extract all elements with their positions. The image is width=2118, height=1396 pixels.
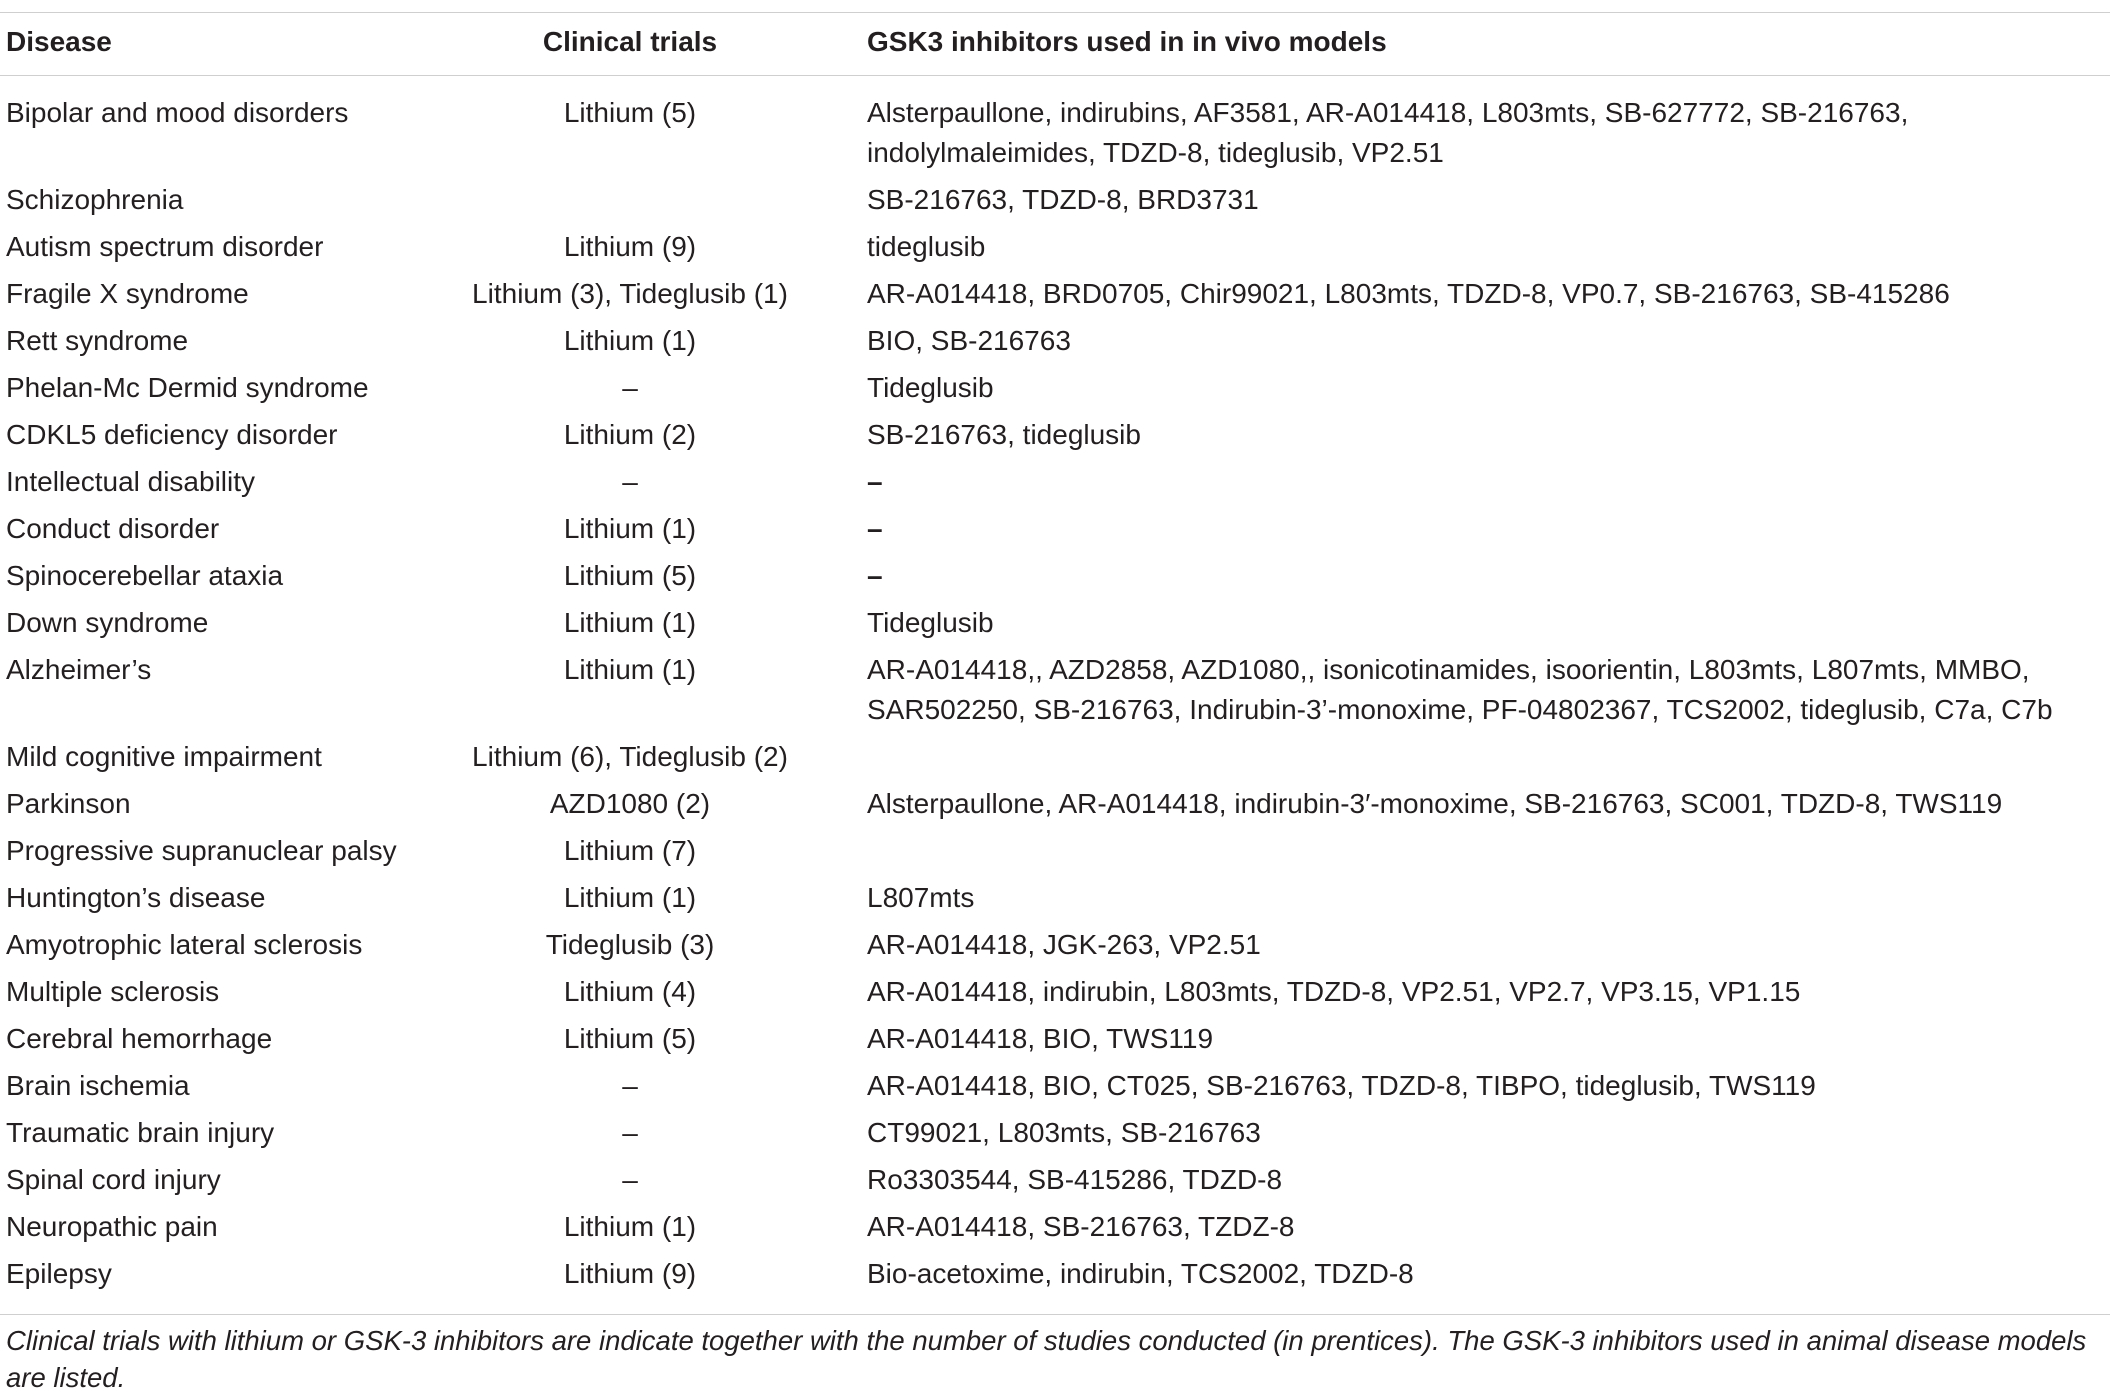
cell-clinical-trials: Lithium (1) xyxy=(563,607,697,638)
cell-clinical-trials: Lithium (5) xyxy=(563,560,697,591)
table-row xyxy=(0,737,2110,784)
cell-clinical-trials: Lithium (1) xyxy=(563,325,697,356)
cell-disease: Amyotrophic lateral sclerosis xyxy=(6,929,363,960)
cell-inhibitors: – xyxy=(867,513,883,544)
cell-inhibitors: Bio-acetoxime, indirubin, TCS2002, TDZD-8 xyxy=(867,1258,1414,1289)
cell-clinical-trials: Lithium (6), Tideglusib (2) xyxy=(472,741,788,772)
cell-disease: Multiple sclerosis xyxy=(6,976,220,1007)
table-row xyxy=(0,1254,2110,1301)
cell-clinical-trials: Lithium (2) xyxy=(563,419,697,450)
cell-inhibitors: BIO, SB-216763 xyxy=(867,325,1071,356)
table-row xyxy=(0,878,2110,925)
cell-inhibitors: AR-A014418,, AZD2858, AZD1080,, isonicotinamides, isoorientin, L803mts, L807mts, MMBO, SAR502250, SB-216763, Indirubin-3’-monoxime, PF-04802367, TCS2002, tideglusib, C7a, C7b xyxy=(867,654,2053,725)
cell-clinical-trials: Lithium (4) xyxy=(563,976,697,1007)
table-header-rule xyxy=(0,75,2110,76)
cell-inhibitors: AR-A014418, SB-216763, TZDZ-8 xyxy=(867,1211,1295,1242)
cell-clinical-trials: Lithium (1) xyxy=(563,1211,697,1242)
cell-disease: Autism spectrum disorder xyxy=(6,231,324,262)
cell-clinical-trials: Lithium (1) xyxy=(563,882,697,913)
table-body xyxy=(0,93,2110,1301)
cell-disease: Conduct disorder xyxy=(6,513,220,544)
table-caption: Clinical trials with lithium or GSK-3 inhibitors are indicate together with the number of studies conducted (in prentices). The GSK-3 inhibitors used in animal disease models are listed. xyxy=(6,1325,2087,1393)
cell-disease: Rett syndrome xyxy=(6,325,189,356)
cell-inhibitors: Alsterpaullone, indirubins, AF3581, AR-A014418, L803mts, SB-627772, SB-216763, indolylmaleimides, TDZD-8, tideglusib, VP2.51 xyxy=(867,97,1909,168)
table-row xyxy=(0,556,2110,603)
cell-disease: Traumatic brain injury xyxy=(6,1117,275,1148)
table-row xyxy=(0,274,2110,321)
table-row xyxy=(0,1019,2110,1066)
cell-clinical-trials: Lithium (3), Tideglusib (1) xyxy=(472,278,788,309)
cell-inhibitors: AR-A014418, BRD0705, Chir99021, L803mts, TDZD-8, VP0.7, SB-216763, SB-415286 xyxy=(867,278,1950,309)
cell-clinical-trials: – xyxy=(622,372,638,403)
cell-inhibitors xyxy=(867,831,2102,871)
cell-disease: Parkinson xyxy=(6,788,131,819)
cell-inhibitors: AR-A014418, JGK-263, VP2.51 xyxy=(867,929,1261,960)
header-disease: Disease xyxy=(6,26,112,57)
cell-inhibitors: AR-A014418, indirubin, L803mts, TDZD-8, VP2.51, VP2.7, VP3.15, VP1.15 xyxy=(867,976,1801,1007)
table-row xyxy=(0,321,2110,368)
cell-clinical-trials: Lithium (5) xyxy=(563,1023,697,1054)
table-row xyxy=(0,925,2110,972)
cell-clinical-trials: – xyxy=(622,1117,638,1148)
table-row xyxy=(0,1207,2110,1254)
cell-inhibitors: Ro3303544, SB-415286, TDZD-8 xyxy=(867,1164,1283,1195)
cell-inhibitors: AR-A014418, BIO, CT025, SB-216763, TDZD-8, TIBPO, tideglusib, TWS119 xyxy=(867,1070,1816,1101)
cell-clinical-trials: Lithium (1) xyxy=(563,513,697,544)
header-inhibitors: GSK3 inhibitors used in in vivo models xyxy=(867,26,1387,57)
cell-clinical-trials: Lithium (7) xyxy=(563,835,697,866)
cell-inhibitors: tideglusib xyxy=(867,231,986,262)
cell-inhibitors: Tideglusib xyxy=(867,372,994,403)
cell-disease: Progressive supranuclear palsy xyxy=(6,835,397,866)
table-row xyxy=(0,415,2110,462)
cell-inhibitors: – xyxy=(867,466,883,497)
header-clinical-trials: Clinical trials xyxy=(542,26,718,57)
table-row xyxy=(0,1113,2110,1160)
cell-disease: Mild cognitive impairment xyxy=(6,741,322,772)
cell-disease: Alzheimer’s xyxy=(6,654,152,685)
table-row xyxy=(0,227,2110,274)
cell-disease: Intellectual disability xyxy=(6,466,256,497)
table-bottom-rule xyxy=(0,1314,2110,1315)
cell-inhibitors: SB-216763, TDZD-8, BRD3731 xyxy=(867,184,1259,215)
cell-disease: CDKL5 deficiency disorder xyxy=(6,419,338,450)
cell-inhibitors: AR-A014418, BIO, TWS119 xyxy=(867,1023,1214,1054)
cell-clinical-trials: Lithium (9) xyxy=(563,231,697,262)
cell-inhibitors: L807mts xyxy=(867,882,975,913)
table-row xyxy=(0,603,2110,650)
cell-disease: Phelan-Mc Dermid syndrome xyxy=(6,372,369,403)
cell-clinical-trials: Lithium (5) xyxy=(563,97,697,128)
cell-inhibitors: Tideglusib xyxy=(867,607,994,638)
table-row xyxy=(0,784,2110,831)
table-row xyxy=(0,1066,2110,1113)
cell-inhibitors: – xyxy=(867,560,883,591)
table-row xyxy=(0,93,2110,180)
cell-clinical-trials: Lithium (1) xyxy=(563,654,697,685)
cell-disease: Spinocerebellar ataxia xyxy=(6,560,284,591)
cell-disease: Bipolar and mood disorders xyxy=(6,97,349,128)
cell-disease: Huntington’s disease xyxy=(6,882,266,913)
cell-clinical-trials: – xyxy=(622,466,638,497)
table-row xyxy=(0,368,2110,415)
table-row xyxy=(0,831,2110,878)
table-row xyxy=(0,180,2110,227)
cell-inhibitors: CT99021, L803mts, SB-216763 xyxy=(867,1117,1261,1148)
table-top-rule xyxy=(0,12,2110,13)
cell-disease: Schizophrenia xyxy=(6,184,184,215)
cell-inhibitors: SB-216763, tideglusib xyxy=(867,419,1141,450)
table-header-row xyxy=(0,26,2110,62)
table-row xyxy=(0,1160,2110,1207)
cell-disease: Cerebral hemorrhage xyxy=(6,1023,273,1054)
table-row xyxy=(0,509,2110,556)
cell-clinical-trials: AZD1080 (2) xyxy=(549,788,711,819)
cell-disease: Neuropathic pain xyxy=(6,1211,218,1242)
table-row xyxy=(0,462,2110,509)
cell-disease: Spinal cord injury xyxy=(6,1164,221,1195)
cell-disease: Fragile X syndrome xyxy=(6,278,249,309)
cell-inhibitors xyxy=(867,737,2102,777)
cell-inhibitors: Alsterpaullone, AR-A014418, indirubin-3′-monoxime, SB-216763, SC001, TDZD-8, TWS119 xyxy=(867,788,2003,819)
cell-clinical-trials: Tideglusib (3) xyxy=(545,929,715,960)
table-row xyxy=(0,972,2110,1019)
cell-clinical-trials: Lithium (9) xyxy=(563,1258,697,1289)
cell-disease: Down syndrome xyxy=(6,607,209,638)
table-row xyxy=(0,650,2110,737)
cell-disease: Epilepsy xyxy=(6,1258,112,1289)
cell-clinical-trials: – xyxy=(622,1070,638,1101)
cell-clinical-trials: – xyxy=(622,1164,638,1195)
cell-disease: Brain ischemia xyxy=(6,1070,190,1101)
